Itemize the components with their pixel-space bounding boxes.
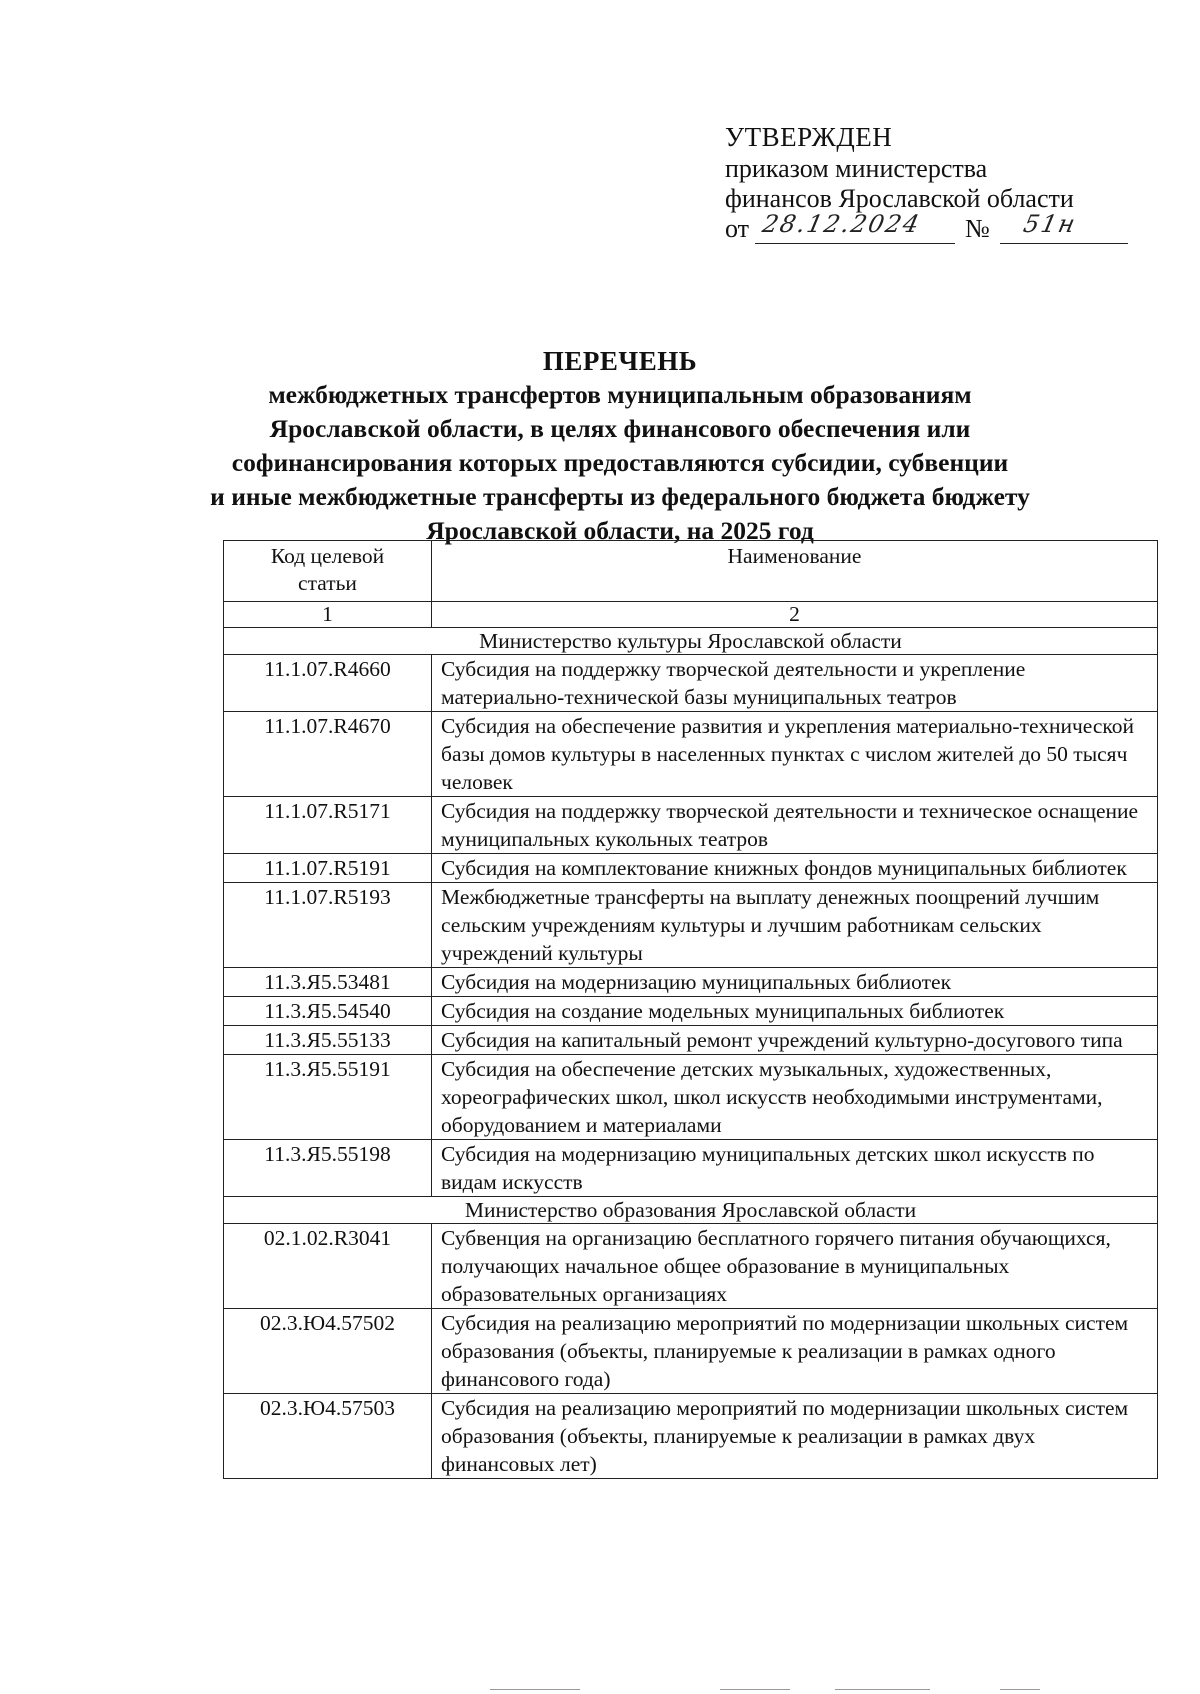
- table-row: [224, 1224, 1158, 1309]
- target-code-cell: 11.1.07.R4660: [224, 655, 432, 712]
- title-main: ПЕРЕЧЕНЬ: [542, 346, 698, 376]
- target-code-cell: 11.1.07.R4670: [224, 712, 432, 797]
- section-title: Министерство образования Ярославской области: [224, 1197, 1158, 1224]
- transfers-table: [223, 540, 1158, 1479]
- target-code-cell: 11.3.Я5.53481: [224, 968, 432, 997]
- header-name-cell: Наименование: [432, 541, 1158, 602]
- transfer-name-cell: Субсидия на модернизацию муниципальных детских школ искусств по видам искусств: [432, 1140, 1158, 1197]
- table-row: [224, 797, 1158, 854]
- table-row: [224, 1140, 1158, 1197]
- table-row: [224, 1026, 1158, 1055]
- title-line: Ярославской области, на 2025 год: [426, 516, 814, 545]
- approval-heading: УТВЕРЖДЕН: [725, 122, 893, 152]
- header-code-cell: [224, 541, 432, 602]
- section-row: [224, 628, 1158, 655]
- table-row: [224, 968, 1158, 997]
- title-line: софинансирования которых предоставляются субсидии, субвенции: [231, 448, 1009, 477]
- table-row: [224, 1394, 1158, 1479]
- target-code-cell: 11.3.Я5.54540: [224, 997, 432, 1026]
- transfer-name-cell: Субсидия на поддержку творческой деятельности и укрепление материально-технической базы муниципальных театров: [432, 655, 1158, 712]
- target-code-cell: 11.3.Я5.55133: [224, 1026, 432, 1055]
- column-number: 2: [432, 602, 1158, 628]
- target-code-cell: 02.3.Ю4.57502: [224, 1309, 432, 1394]
- column-number: 1: [224, 602, 432, 628]
- transfer-name-cell: Субсидия на реализацию мероприятий по модернизации школьных систем образования (объекты, планируемые к реализации в рамках одного финансового года): [432, 1309, 1158, 1394]
- number-field: [1000, 210, 1128, 244]
- transfer-name-cell: Субсидия на обеспечение детских музыкальных, художественных, хореографических школ, школ искусств необходимыми инструментами, оборудованием и материалами: [432, 1055, 1158, 1140]
- approval-line-2: финансов Ярославской области: [725, 184, 1074, 213]
- transfer-name-cell: Субвенция на организацию бесплатного горячего питания обучающихся, получающих начальное общее образование в муниципальных образовательных организациях: [432, 1224, 1158, 1309]
- date-prefix: от: [725, 214, 750, 243]
- scan-edge-marks: [490, 1689, 1090, 1691]
- header-code-line: Код целевой: [270, 544, 385, 568]
- section-row: [224, 1197, 1158, 1224]
- table-row: [224, 655, 1158, 712]
- transfer-name-cell: Субсидия на комплектование книжных фондов муниципальных библиотек: [432, 854, 1158, 883]
- target-code-cell: 11.1.07.R5171: [224, 797, 432, 854]
- table-row: [224, 1055, 1158, 1140]
- title-line: и иные межбюджетные трансферты из федерального бюджета бюджету: [210, 482, 1030, 511]
- transfer-name-cell: Субсидия на обеспечение развития и укрепления материально-технической базы домов культуры в населенных пунктах с числом жителей до 50 тысяч человек: [432, 712, 1158, 797]
- table-row: [224, 854, 1158, 883]
- transfer-name-cell: Межбюджетные трансферты на выплату денежных поощрений лучшим сельским учреждениям культуры и лучшим работникам сельских учреждений культуры: [432, 883, 1158, 968]
- approval-stamp: [725, 122, 1128, 244]
- table-row: [224, 883, 1158, 968]
- number-label: №: [965, 214, 990, 243]
- title-line: Ярославской области, в целях финансового обеспечения или: [269, 414, 971, 443]
- date-field: [755, 210, 955, 244]
- table-row: [224, 1309, 1158, 1394]
- transfer-name-cell: Субсидия на модернизацию муниципальных библиотек: [432, 968, 1158, 997]
- section-title: Министерство культуры Ярославской области: [224, 628, 1158, 655]
- handwritten-number: 51н: [1020, 210, 1080, 238]
- table-row: [224, 712, 1158, 797]
- target-code-cell: 02.1.02.R3041: [224, 1224, 432, 1309]
- target-code-cell: 11.1.07.R5191: [224, 854, 432, 883]
- target-code-cell: 02.3.Ю4.57503: [224, 1394, 432, 1479]
- target-code-cell: 11.3.Я5.55191: [224, 1055, 432, 1140]
- transfer-name-cell: Субсидия на поддержку творческой деятельности и техническое оснащение муниципальных кукольных театров: [432, 797, 1158, 854]
- title-line: межбюджетных трансфертов муниципальным образованиям: [268, 380, 972, 409]
- transfer-name-cell: Субсидия на капитальный ремонт учреждений культурно-досугового типа: [432, 1026, 1158, 1055]
- document-title: [60, 344, 1180, 548]
- approval-line-1: приказом министерства: [725, 154, 988, 183]
- header-code-line: статьи: [298, 571, 357, 595]
- handwritten-date: 28.12.2024: [760, 210, 924, 238]
- table-row: [224, 997, 1158, 1026]
- column-number-row: [224, 602, 1158, 628]
- target-code-cell: 11.1.07.R5193: [224, 883, 432, 968]
- transfer-name-cell: Субсидия на создание модельных муниципальных библиотек: [432, 997, 1158, 1026]
- table-header-row: [224, 541, 1158, 602]
- target-code-cell: 11.3.Я5.55198: [224, 1140, 432, 1197]
- transfer-name-cell: Субсидия на реализацию мероприятий по модернизации школьных систем образования (объекты, планируемые к реализации в рамках двух финансовых лет): [432, 1394, 1158, 1479]
- approval-date-number-row: [725, 210, 1128, 244]
